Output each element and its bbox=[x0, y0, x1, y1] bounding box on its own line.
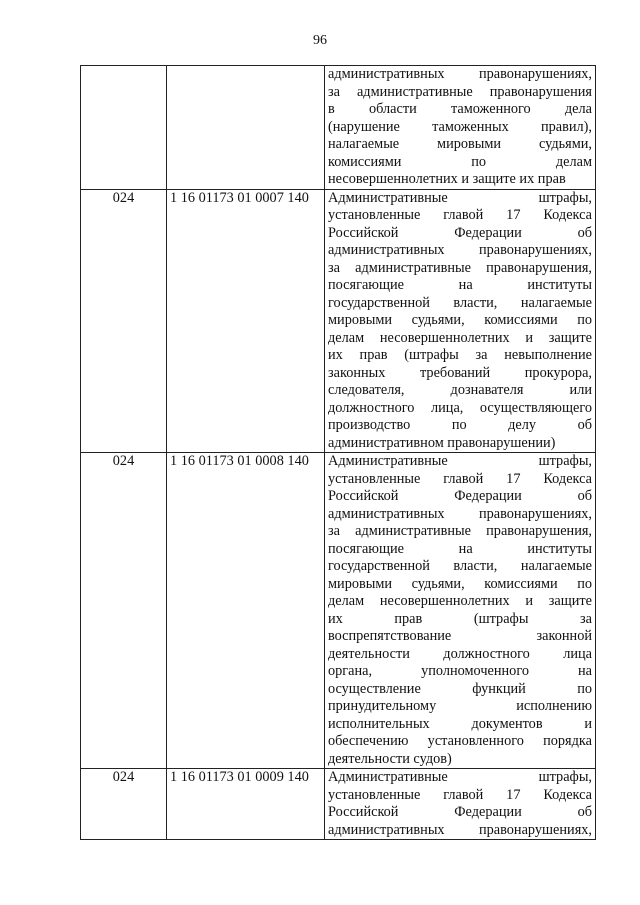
description-line: государственной власти, налагаемые bbox=[328, 294, 592, 311]
description-line: исполнительных документов и bbox=[328, 715, 592, 732]
description-line: установленные главой 17 Кодекса bbox=[328, 786, 592, 803]
description-line: обеспечению установленного порядка bbox=[328, 733, 592, 749]
description-line: следователя, дознавателя или bbox=[328, 382, 592, 398]
page-number: 96 bbox=[313, 33, 327, 48]
description-line: посягающие на институты bbox=[328, 277, 592, 293]
description-cell bbox=[325, 453, 596, 769]
description-line: осуществление функций по bbox=[328, 680, 592, 697]
description-cell bbox=[325, 189, 596, 453]
description-line: деятельности должностного лица bbox=[328, 645, 592, 662]
description-line: административном правонарушении) bbox=[328, 434, 556, 451]
description-line: несовершеннолетних и защите их прав bbox=[328, 171, 566, 187]
description-line: принудительному исполнению bbox=[328, 698, 592, 714]
description-line: установленные главой 17 Кодекса bbox=[328, 207, 592, 223]
description-line: за административные правонарушения bbox=[328, 83, 592, 100]
description-line: деятельности судов) bbox=[328, 750, 452, 767]
admin-code-cell: 024 bbox=[81, 453, 167, 769]
description-line: административных правонарушениях, bbox=[328, 66, 592, 82]
admin-code-cell: 024 bbox=[81, 189, 167, 453]
description-line: мировыми судьями, комиссиями по bbox=[328, 575, 592, 592]
description-line: налагаемые мировыми судьями, bbox=[328, 136, 592, 152]
description-line: Административные штрафы, bbox=[328, 189, 592, 206]
description-line: в области таможенного дела bbox=[328, 101, 592, 117]
description-line: государственной власти, налагаемые bbox=[328, 558, 592, 574]
description-line: Российской Федерации об bbox=[328, 224, 592, 241]
kbk-code-cell: 1 16 01173 01 0007 140 bbox=[167, 189, 325, 453]
description-line: делам несовершеннолетних и защите bbox=[328, 329, 592, 346]
admin-code-cell: 024 bbox=[81, 769, 167, 840]
kbk-code-cell: 1 16 01173 01 0008 140 bbox=[167, 453, 325, 769]
description-line: посягающие на институты bbox=[328, 540, 592, 557]
description-line: должностного лица, осуществляющего bbox=[328, 399, 592, 416]
description-line: производство по делу об bbox=[328, 417, 592, 433]
description-line: Административные штрафы, bbox=[328, 453, 592, 469]
description-line: их прав (штрафы за bbox=[328, 610, 592, 627]
description-line: административных правонарушениях, bbox=[328, 242, 592, 258]
budget-codes-table bbox=[80, 65, 596, 840]
description-line: установленные главой 17 Кодекса bbox=[328, 470, 592, 487]
description-line: Российской Федерации об bbox=[328, 488, 592, 504]
description-line: за административные правонарушения, bbox=[328, 523, 592, 539]
table-row bbox=[81, 769, 596, 840]
description-line: мировыми судьями, комиссиями по bbox=[328, 312, 592, 328]
table-row bbox=[81, 453, 596, 769]
description-line: органа, уполномоченного на bbox=[328, 663, 592, 679]
admin-code-cell bbox=[81, 66, 167, 190]
description-line: делам несовершеннолетних и защите bbox=[328, 593, 592, 609]
description-line: Российской Федерации об bbox=[328, 804, 592, 820]
description-line: их прав (штрафы за невыполнение bbox=[328, 347, 592, 363]
description-line: Административные штрафы, bbox=[328, 769, 592, 785]
kbk-code-cell bbox=[167, 66, 325, 190]
description-line: комиссиями по делам bbox=[328, 153, 592, 170]
description-line: административных правонарушениях, bbox=[328, 505, 592, 522]
table-row bbox=[81, 66, 596, 190]
table-row bbox=[81, 189, 596, 453]
description-line: воспрепятствование законной bbox=[328, 628, 592, 644]
description-line: административных правонарушениях, bbox=[328, 821, 592, 838]
description-line: законных требований прокурора, bbox=[328, 364, 592, 381]
description-cell bbox=[325, 66, 596, 190]
description-cell bbox=[325, 769, 596, 840]
kbk-code-cell: 1 16 01173 01 0009 140 bbox=[167, 769, 325, 840]
description-line: за административные правонарушения, bbox=[328, 259, 592, 276]
description-line: (нарушение таможенных правил), bbox=[328, 118, 592, 135]
